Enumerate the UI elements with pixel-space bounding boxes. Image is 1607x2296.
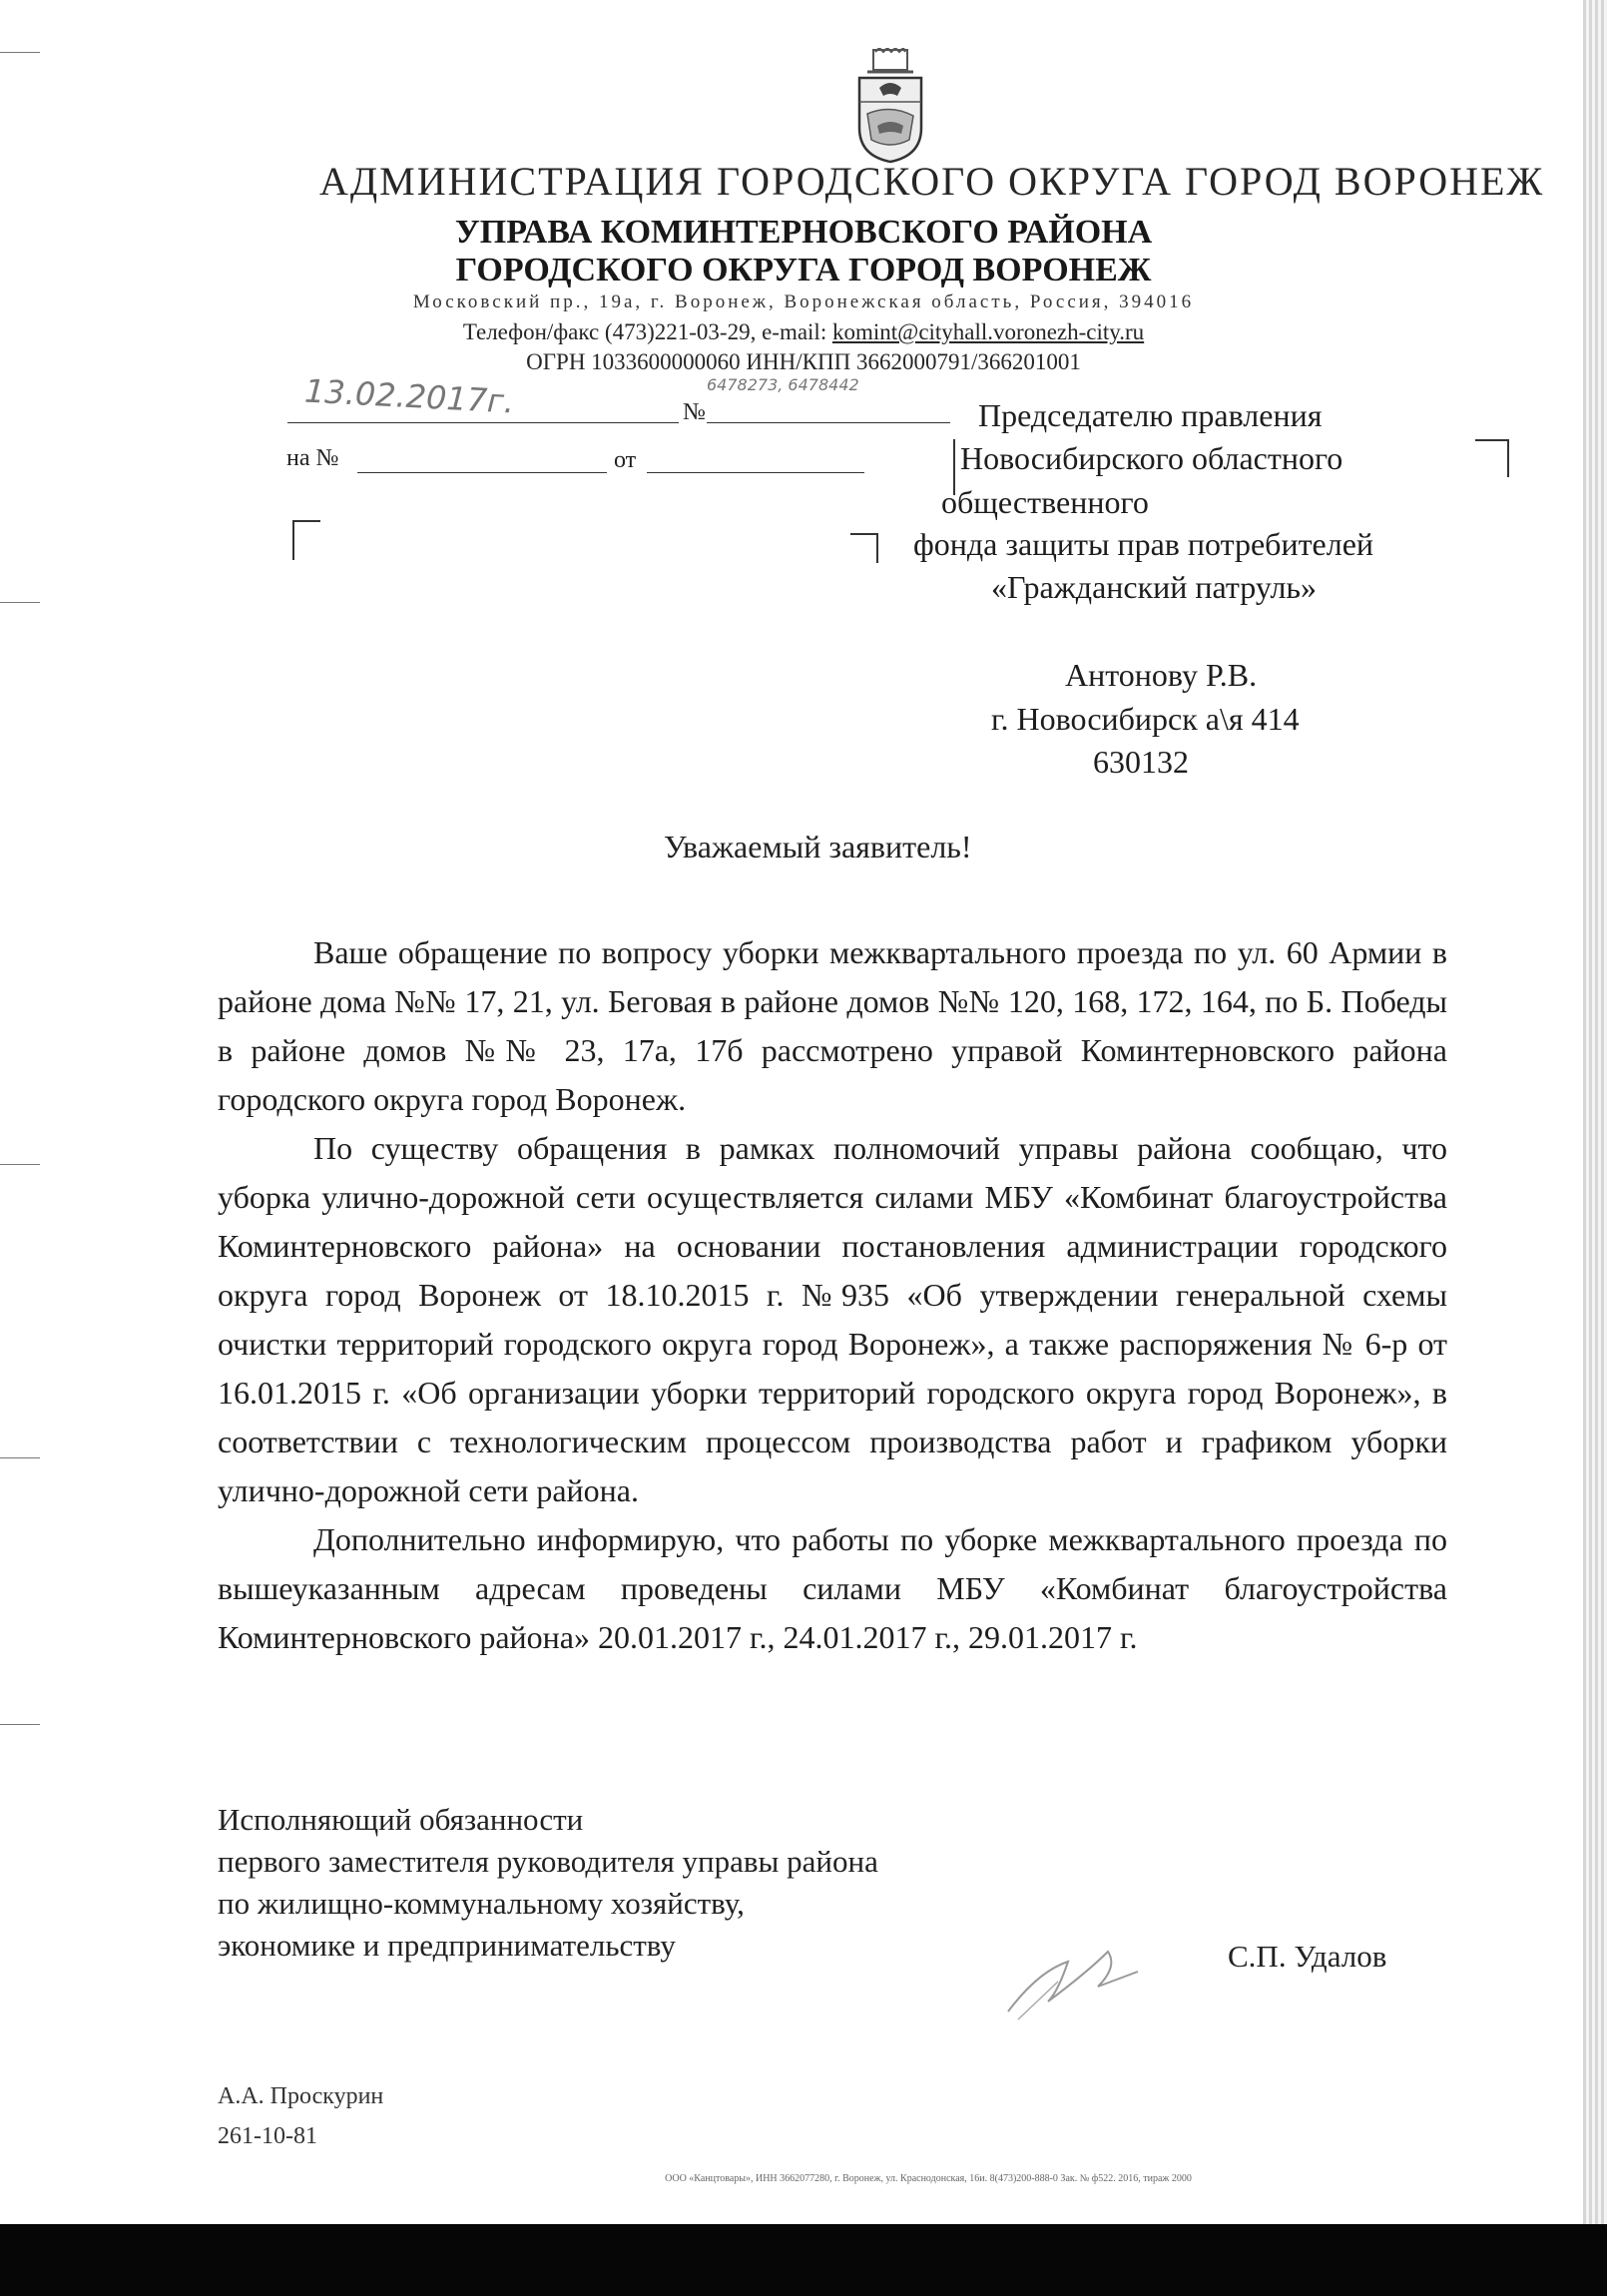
handwritten-signature [998, 1932, 1158, 2021]
address-corner-mark [1475, 439, 1509, 477]
addressee-line: Новосибирского областного [960, 440, 1343, 476]
executor-phone: 261-10-81 [218, 2123, 317, 2149]
handwritten-date: 13.02.2017г. [303, 371, 516, 421]
in-reply-to-label: на № [286, 445, 339, 471]
scan-mark [0, 602, 40, 603]
signatory-name: С.П. Удалов [1228, 1939, 1387, 1974]
uprava-title-line2: ГОРОДСКОГО ОКРУГА ГОРОД ВОРОНЕЖ [455, 252, 1152, 288]
body-paragraph: Дополнительно информирую, что работы по уборке межквартального проезда по вышеуказанным адресам проведены силами МБУ «Комбинат благоустройства Коминтерновского района» 20.01.2017 г., 24.01.2017 г., 29.01.2017 г. [218, 1521, 1447, 1655]
reply-date-line [647, 472, 864, 473]
address-corner-mark [850, 533, 878, 563]
contact-line [0, 319, 1607, 345]
greeting: Уважаемый заявитель! [664, 829, 972, 864]
office-address: Московский пр., 19а, г. Воронеж, Воронежская область, Россия, 394016 [412, 291, 1195, 312]
addressee-line: «Гражданский патруль» [991, 569, 1318, 605]
handwritten-number: 6478273, 6478442 [707, 375, 859, 394]
number-label: № [683, 399, 706, 425]
addressee-postcode: 630132 [1093, 744, 1189, 780]
addressee-line: фонда защиты прав потребителей [913, 526, 1374, 562]
uprava-title-line1: УПРАВА КОМИНТЕРНОВСКОГО РАЙОНА [454, 214, 1153, 251]
scan-bottom-band [0, 2224, 1607, 2296]
addressee-city: г. Новосибирск а\я 414 [991, 701, 1300, 737]
date-line [287, 422, 679, 423]
from-label: от [614, 447, 637, 473]
scan-mark [0, 52, 40, 53]
letter-body [218, 928, 1447, 1662]
scan-mark [0, 1164, 40, 1165]
position-line: экономике и предпринимательству [218, 1928, 676, 1963]
addressee-line: общественного [941, 484, 1149, 520]
body-paragraph: Ваше обращение по вопросу уборки межквартального проезда по ул. 60 Армии в районе дома №№ 17, 21, ул. Беговая в районе домов №№ 120, 168, 172, 164, по Б. Победы в районе домов №№ 23, 17а, 17б рассмотрено управой Коминтерновского района городского округа город Воронеж. [218, 934, 1447, 1117]
executor-block [218, 2076, 383, 2156]
executor-name: А.А. Проскурин [218, 2083, 384, 2109]
scan-mark [0, 1457, 40, 1458]
number-line [707, 422, 950, 423]
position-line: по жилищно-коммунальному хозяйству, [218, 1886, 745, 1921]
phone-fax: Телефон/факс (473)221-03-29, e-mail: [462, 319, 832, 344]
scan-mark [0, 1724, 40, 1725]
position-line: первого заместителя руководителя управы района [218, 1844, 878, 1879]
position-line: Исполняющий обязанности [218, 1802, 584, 1837]
email-link[interactable]: komint@cityhall.voronezh-city.ru [831, 319, 1145, 344]
signatory-position [218, 1799, 878, 1967]
administration-title: АДМИНИСТРАЦИЯ ГОРОДСКОГО ОКРУГА ГОРОД ВОРОНЕЖ [319, 159, 1545, 204]
registration-numbers: ОГРН 1033600000060 ИНН/КПП 3662000791/366201001 [526, 349, 1081, 374]
body-paragraph: По существу обращения в рамках полномочий управы района сообщаю, что уборка улично-дорожной сети осуществляется силами МБУ «Комбинат благоустройства Коминтерновского района» на основании постановления администрации городского округа город Воронеж от 18.10.2015 г. №935 «Об утверждении генеральной схемы очистки территорий городского округа город Воронеж», а также распоряжения № 6-р от 16.01.2015 г. «Об организации уборки территорий городского округа город Воронеж», в соответствии с технологическим процессом производства работ и графиком уборки улично-дорожной сети района. [218, 1130, 1447, 1508]
addressee-name: Антонову Р.В. [1065, 657, 1258, 693]
addressee-line: Председателю правления [978, 397, 1323, 433]
address-corner-mark [292, 520, 320, 560]
reply-number-line [357, 472, 607, 473]
coat-of-arms-emblem [853, 48, 927, 164]
printer-footer: ООО «Канцтовары», ИНН 3662077280, г. Воронеж, ул. Краснодонская, 16и. 8(473)200-888-0 Зак. № ф522. 2016, тираж 2000 [665, 2173, 1192, 2184]
